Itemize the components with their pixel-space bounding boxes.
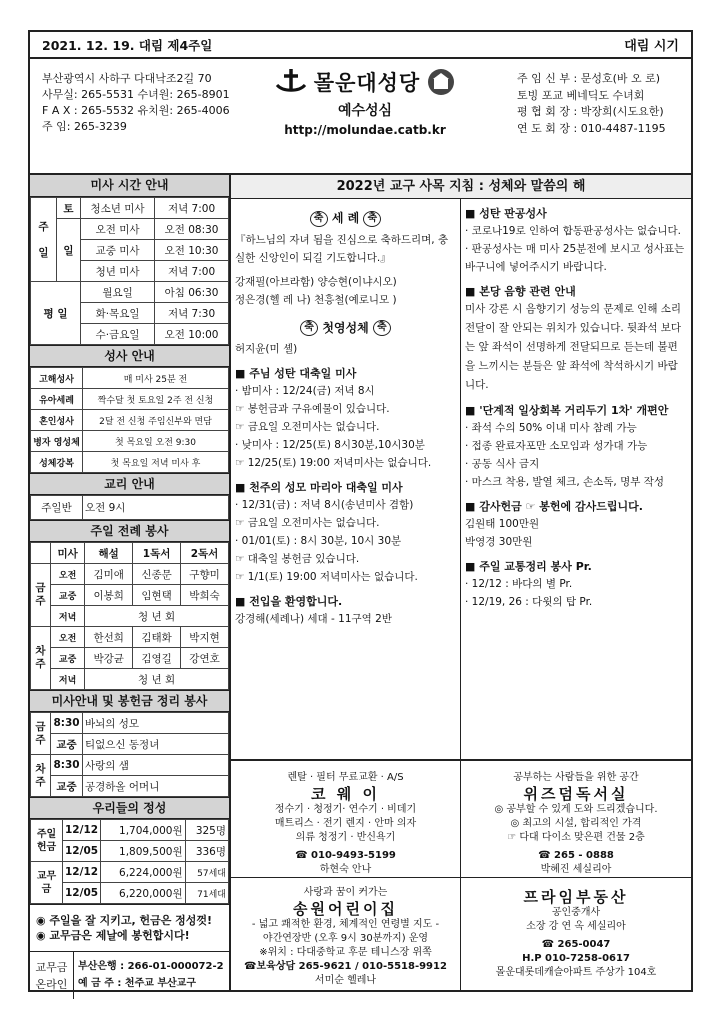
mass-time: 오전 10:30 [155,240,229,261]
distance-line: · 좌석 수의 50% 이내 미사 참례 가능 [465,422,637,434]
ad-prime [461,878,691,992]
ad-line: 야간연장반 (오후 9시 30분까지) 운영 [262,933,429,944]
offering-count: 336명 [185,841,228,862]
fax-number: F A X : 265-5532 [42,104,135,117]
offering-amount: 1,704,000원 [101,820,186,841]
reader-2: 구향미 [181,564,229,585]
mass-slot: 저녁 [51,669,85,690]
sacrament-info: 첫 목요일 오전 9:30 [83,431,229,452]
parish-feast: 예수성심 [337,103,393,119]
bank-account: 부산은행 : 266-01-000072-2 [78,961,224,972]
baptism-quote: 『하느님의 자녀 됨을 진심으로 축하드리며, 충실한 신앙인이 되길 기도합니다.』 [235,233,449,264]
masthead [30,59,691,175]
offering-date: 12/12 [63,820,101,841]
mary-line: ☞ 대축일 봉헌금 있습니다. [235,553,360,565]
offering-table [30,819,229,904]
traffic-line: · 12/19, 26 : 다윗의 탑 Pr. [465,596,593,608]
group-name: 공경하올 어머니 [83,776,229,797]
ad-name: 송원어린이집 [293,900,398,918]
commentator: 한선희 [85,627,133,648]
mass-times-table [30,197,229,345]
next-week-label: 차주 [31,627,51,690]
group-name: 청 년 회 [85,606,229,627]
sacrament-name: 고해성사 [31,368,83,389]
welcome-line: 강경해(세례나) 세대 - 11구역 2반 [235,613,392,625]
pastoral-guideline: 2022년 교구 사목 지침 : 성체와 말씀의 해 [231,175,691,199]
christmas-line: ☞ 금요일 오전미사는 없습니다. [235,421,380,433]
sacrament-name: 성체강복 [31,452,83,473]
sacrament-info: 2달 전 신청 주임신부와 면담 [83,410,229,431]
staff-block [517,71,666,137]
mass-name: 청년 미사 [81,261,155,282]
offering-date: 12/05 [63,841,101,862]
traffic-heading: ■ 주일 교통정리 봉사 Pr. [465,560,592,573]
christmas-line: · 낮미사 : 12/25(토) 8시30분,10시30분 [235,439,425,451]
mass-name: 오전 미사 [81,219,155,240]
ad-line: - 넓고 쾌적한 환경, 체계적인 연령별 지도 - [251,919,440,930]
ad-tagline: 사랑과 꿈이 커가는 [303,887,388,898]
ad-line: 의류 청정기 · 반신욕기 [295,832,396,843]
catechism-heading: 교리 안내 [30,473,229,495]
ad-line: 정수기 · 청정기· 연수기 · 비데기 [274,804,417,815]
ad-owner: 서미순 헬레나 [314,975,377,986]
bulletin-date: 2021. 12. 19. 대림 제4주일 [42,37,213,53]
ad-songwon [231,878,461,992]
ad-line: ◎ 공부할 수 있게 도와 드리겠습니다. [494,804,658,815]
welcome-heading: ■ 전입을 환영합니다. [235,595,343,608]
mass-name: 화·목요일 [81,303,155,324]
thanks-line: 김원태 100만원 [465,518,540,530]
sound-text: 미사 강론 시 음향기기 성능의 문제로 인해 소리 전달이 잘 안되는 위치가 있습니다. 뒷좌석 보다는 앞 좌석이 선명하게 전달되므로 듣는데 불편을 느끼시는 분들은 앞 좌석에 착석하시기 바랍니다. [465,303,682,391]
mass-slot: 교중 [51,585,85,606]
sunday-label: 주 일 [31,198,57,282]
right-column [231,175,691,992]
communion-title: 축 첫영성체 축 [235,319,456,337]
mass-name: 수·금요일 [81,324,155,345]
ad-line: 공인중개사 [551,907,601,918]
parish-title-block [250,65,480,137]
left-column [30,175,231,992]
mass-time: 저녁 7:00 [155,198,229,219]
mass-slot: 교중 [51,776,83,797]
mass-time: 아침 06:30 [155,282,229,303]
ad-phone: ☎ 010-9493-5199 [295,850,396,861]
ad-tagline: 공부하는 사람들을 위한 공간 [513,772,639,783]
mary-line: · 01/01(토) : 8시 30분, 10시 30분 [235,535,402,547]
bulletin [28,30,693,992]
sacrament-info: 매 미사 25분 전 [83,368,229,389]
ad-line: ※위치 : 다대중학교 후문 테니스장 위쪽 [259,947,432,958]
judgment-line: · 코로나19로 인하여 합동판공성사는 없습니다. [465,225,681,237]
notice-line: ◉ 주일을 잘 지키고, 헌금은 정성껏! [36,914,213,927]
distance-line: · 공동 식사 금지 [465,458,540,470]
ad-phone: ☎보육상담 265-9621 / 010-5518-9912 [244,961,447,972]
notice-line: ◉ 교무금은 제날에 봉헌합시다! [36,929,190,942]
reader-1: 김태화 [133,627,181,648]
ad-coway [231,761,461,878]
sacrament-heading: 성사 안내 [30,345,229,367]
celebrate-icon: 축 [373,320,391,336]
celebrate-icon: 축 [300,320,318,336]
mass-slot: 교중 [51,734,83,755]
christmas-line: ☞ 12/25(토) 19:00 저녁미사는 없습니다. [235,457,432,469]
group-name: 티없으신 동정녀 [83,734,229,755]
online-label: 교무금 온라인 [30,952,74,999]
pastor: 주 임 신 부 : 문성호(바 오 로) [517,72,661,85]
baptism-names: 강재필(아브라함) 양승현(이냐시오) [235,275,397,288]
thanks-heading: ■ 감사헌금 ☞ 봉헌에 감사드립니다. [465,500,643,513]
ads-area [231,759,691,992]
offering-heading: 우리들의 정성 [30,797,229,819]
ad-line: 매트리스 · 전기 렌지 · 안마 의자 [274,818,417,829]
sisters: 토빙 포교 베네딕도 수녀회 [517,88,645,102]
christmas-line: ☞ 봉헌금과 구유예물이 있습니다. [235,403,390,415]
col-header: 미사 [51,543,85,564]
memorial-chair: 연 도 회 장 : 010-4487-1195 [517,121,666,135]
catechism-class: 주일반 [31,496,83,520]
mass-name: 교중 미사 [81,240,155,261]
guide-table [30,712,229,797]
address: 부산광역시 사하구 다대낙조2길 70 [42,72,212,85]
mary-line: ☞ 1/1(토) 19:00 저녁미사는 없습니다. [235,571,418,583]
guide-heading: 미사안내 및 봉헌금 정리 봉사 [30,690,229,712]
communion-name: 허지윤(미 셸) [235,343,298,355]
mary-line: ☞ 금요일 오전미사는 없습니다. [235,517,380,529]
commentator: 이봉희 [85,585,133,606]
parish-name: 몰운대성당 [313,71,421,95]
sacrament-info: 짝수달 첫 토요일 2주 전 신청 [83,389,229,410]
mass-name: 청소년 미사 [81,198,155,219]
this-week-label: 금주 [31,713,51,755]
ad-line: 소장 강 연 옥 세실리아 [526,921,626,932]
mass-slot: 교중 [51,648,85,669]
mass-slot: 오전 [51,564,85,585]
right-news [461,199,691,759]
rectory-phone: 주 임: 265-3239 [42,120,127,133]
mass-time: 오전 08:30 [155,219,229,240]
reader-1: 신종문 [133,564,181,585]
office-phone: 사무실: 265-5531 [42,88,135,101]
account-holder: 예 금 주 : 천주교 부산교구 [78,978,197,989]
baptism-names: 정은경(헬 레 나) 천흥철(예로니모 ) [235,293,397,306]
kinder-phone: 유치원: 265-4006 [137,104,230,117]
liturgical-season: 대림 시기 [624,39,679,54]
reader-2: 박희숙 [181,585,229,606]
group-name: 청 년 회 [85,669,229,690]
liturgy-table [30,542,229,690]
convent-phone: 수녀원: 265-8901 [137,88,230,101]
ad-name: 위즈덤독서실 [523,785,629,803]
mass-time: 저녁 7:30 [155,303,229,324]
dues-label: 교무금 [31,862,63,904]
sunday-day-label: 일 [57,219,81,282]
ad-owner: 하현숙 안나 [319,864,372,875]
sunday-offering-label: 주일헌금 [31,820,63,862]
council-chair: 평 협 회 장 : 박장희(시도요한) [517,105,664,118]
celebrate-icon: 축 [363,211,381,227]
saturday-label: 토 [57,198,81,219]
catechism-time: 오전 9시 [83,496,229,520]
offering-amount: 6,220,000원 [101,883,186,904]
commentator: 박강균 [85,648,133,669]
next-week-label: 차주 [31,755,51,797]
offering-date: 12/12 [63,862,101,883]
parish-url[interactable]: http://molundae.catb.kr [284,123,446,137]
ad-wisdom [461,761,691,878]
baptism-title: 축 세 례 축 [235,209,456,227]
offering-count: 325명 [185,820,228,841]
judgment-heading: ■ 성탄 판공성사 [465,207,547,220]
sacrament-name: 병자 영성체 [31,431,83,452]
reader-2: 박지현 [181,627,229,648]
distance-line: · 접종 완료자포만 소모임과 성가대 가능 [465,440,648,452]
mass-time: 저녁 7:00 [155,261,229,282]
sacrament-table [30,367,229,473]
offering-count: 71세대 [185,883,228,904]
mass-slot: 8:30 [51,713,83,734]
mass-time: 오전 10:00 [155,324,229,345]
christmas-heading: ■ 주님 성탄 대축일 미사 [235,367,357,380]
ad-mobile: H.P 010-7258-0617 [522,953,630,964]
offering-amount: 6,224,000원 [101,862,186,883]
cross-logo-icon [274,67,308,97]
ad-line: ☞ 다대 다이소 맞은편 건물 2층 [507,832,645,843]
church-emblem-icon [426,67,456,97]
mass-slot: 8:30 [51,755,83,776]
mass-times-heading: 미사 시간 안내 [30,175,229,197]
distance-heading: ■ '단계적 일상회복 거리두기 1차' 개편안 [465,404,669,417]
ad-address: 몰운대롯데캐슬아파트 주상가 104호 [495,967,657,978]
col-header: 해설 [85,543,133,564]
mary-heading: ■ 천주의 성모 마리아 대축일 미사 [235,481,403,494]
mass-slot: 저녁 [51,606,85,627]
sacrament-name: 유아세례 [31,389,83,410]
ad-name: 프라임부동산 [523,888,629,906]
offering-count: 57세대 [185,862,228,883]
ad-phone: ☎ 265-0047 [541,939,611,950]
ad-owner: 박혜진 세실리아 [540,864,612,875]
col-header: 2독서 [181,543,229,564]
group-name: 바뇌의 성모 [83,713,229,734]
celebrate-icon: 축 [310,211,328,227]
this-week-label: 금주 [31,564,51,627]
traffic-line: · 12/12 : 바다의 별 Pr. [465,578,573,590]
mass-slot: 오전 [51,627,85,648]
commentator: 김미애 [85,564,133,585]
col-header: 1독서 [133,543,181,564]
distance-line: · 마스크 착용, 발열 체크, 손소독, 명부 작성 [465,476,665,488]
top-bar [30,32,691,59]
reader-1: 김영길 [133,648,181,669]
judgment-line: · 판공성사는 매 미사 25분전에 보시고 성사표는 바구니에 넣어주시기 바랍니다. [465,243,685,273]
contact-block [42,71,230,135]
catechism-table [30,495,229,520]
thanks-line: 박영경 30만원 [465,536,533,548]
online-account [30,951,229,999]
ad-line: ◎ 최고의 시설, 합리적인 가격 [510,818,642,829]
mass-name: 월요일 [81,282,155,303]
reader-1: 임현택 [133,585,181,606]
group-name: 사랑의 샘 [83,755,229,776]
offering-date: 12/05 [63,883,101,904]
mary-line: · 12/31(금) : 저녁 8시(송년미사 겸함) [235,499,414,511]
ad-phone: ☎ 265 - 0888 [538,850,614,861]
liturgy-heading: 주일 전례 봉사 [30,520,229,542]
sacrament-name: 혼인성사 [31,410,83,431]
sacrament-info: 첫 목요일 저녁 미사 후 [83,452,229,473]
middle-news [231,199,461,759]
offering-amount: 1,809,500원 [101,841,186,862]
christmas-line: · 밤미사 : 12/24(금) 저녁 8시 [235,385,375,397]
sound-heading: ■ 본당 음향 관련 안내 [465,285,576,298]
ad-name: 코 웨 이 [311,785,380,803]
reader-2: 강연호 [181,648,229,669]
weekday-label: 평 일 [31,282,81,345]
ad-tagline: 렌탈 · 필터 무료교환 · A/S [287,772,404,783]
notice-block [30,904,229,951]
